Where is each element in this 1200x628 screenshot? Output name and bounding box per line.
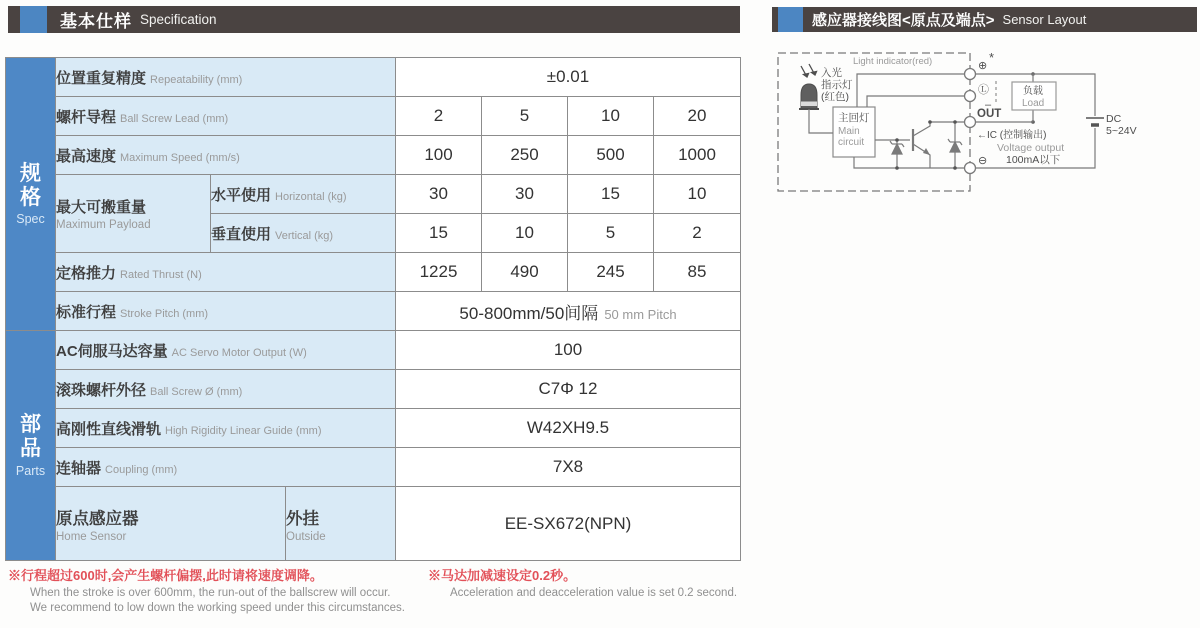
- value-thrust-3: 245: [568, 253, 654, 292]
- section-label-zh: 规格: [20, 161, 41, 209]
- value-ball-screw-dia: C7Φ 12: [396, 370, 741, 409]
- label-servo-output: AC伺服马达容量 AC Servo Motor Output (W): [56, 331, 396, 370]
- label-ball-screw-lead: 螺杆导程 Ball Screw Lead (mm): [56, 97, 396, 136]
- value-lead-3: 10: [568, 97, 654, 136]
- current-limit-label: 100mA以下: [1006, 154, 1061, 166]
- value-speed-4: 1000: [654, 136, 741, 175]
- value-speed-3: 500: [568, 136, 654, 175]
- label-horizontal: 水平使用 Horizontal (kg): [211, 175, 396, 214]
- plus-symbol: ⊕: [978, 60, 988, 72]
- section-label-zh: 部品: [20, 413, 41, 460]
- main-circuit-zh: 主回灯: [838, 112, 870, 124]
- led-label-line1: 入光: [821, 67, 842, 79]
- row-max-speed: [6, 136, 741, 175]
- led-icon: [799, 84, 819, 109]
- specification-table: [5, 57, 741, 561]
- row-ball-screw-lead: [6, 97, 741, 136]
- terminal-minus-icon: [965, 163, 976, 174]
- row-servo-output: [6, 331, 741, 370]
- row-ball-screw-dia: [6, 370, 741, 409]
- section-label-en: Spec: [16, 212, 45, 227]
- transistor-icon: [913, 129, 930, 155]
- label-ball-screw-dia: 滚珠螺杆外径 Ball Screw Ø (mm): [56, 370, 396, 409]
- label-outside: 外挂 Outside: [286, 487, 396, 561]
- light-indicator-label: Light indicator(red): [853, 56, 933, 67]
- value-speed-2: 250: [482, 136, 568, 175]
- header-specification-bar: [8, 6, 740, 33]
- label-home-sensor: 原点感应器 Home Sensor: [56, 487, 286, 561]
- footnote-stroke-warning: [8, 565, 428, 614]
- footnote-en-2: We recommend to low down the working speed under this circumstances.: [30, 602, 405, 614]
- value-home-sensor: EE-SX672(NPN): [396, 487, 741, 561]
- row-home-sensor: [6, 487, 741, 561]
- row-linear-guide: [6, 409, 741, 448]
- led-label-line2: 指示灯: [821, 79, 853, 91]
- ic-control-label: ←IC (控制输出): [977, 130, 1047, 141]
- dc-voltage-label: 5~24V: [1106, 125, 1137, 137]
- header-title-zh: 感应器接线图<原点及端点>: [812, 12, 995, 29]
- load-zh: 负载: [1023, 86, 1043, 97]
- led-label-line3: (红色): [821, 91, 849, 103]
- row-stroke-pitch: [6, 292, 741, 331]
- minus-symbol: ⊖: [978, 155, 988, 167]
- row-payload-horizontal: [6, 175, 741, 214]
- value-vertical-3: 5: [568, 214, 654, 253]
- section-parts: [6, 331, 56, 561]
- label-stroke-pitch: 标准行程 Stroke Pitch (mm): [56, 292, 396, 331]
- light-terminal-symbol: Ⓛ: [978, 84, 989, 96]
- value-lead-1: 2: [396, 97, 482, 136]
- value-stroke-pitch: 50-800mm/50间隔 50 mm Pitch: [396, 292, 741, 331]
- sensor-wiring-diagram: [772, 45, 1198, 197]
- value-thrust-2: 490: [482, 253, 568, 292]
- value-repeatability: ±0.01: [396, 58, 741, 97]
- out-label: OUT: [977, 108, 1002, 120]
- voltage-output-label: Voltage output: [997, 142, 1065, 154]
- value-vertical-4: 2: [654, 214, 741, 253]
- minus-mark: –: [985, 99, 992, 111]
- row-coupling: [6, 448, 741, 487]
- value-lead-2: 5: [482, 97, 568, 136]
- footnote-en: Acceleration and deacceleration value is set 0.2 second.: [450, 587, 738, 599]
- value-lead-4: 20: [654, 97, 741, 136]
- header-sensor-layout-bar: [772, 7, 1197, 32]
- header-title-en: Sensor Layout: [1002, 12, 1087, 27]
- row-repeatability: [6, 58, 741, 97]
- header-title-zh: 基本仕样: [60, 12, 132, 31]
- load-en: Load: [1022, 98, 1045, 109]
- value-speed-1: 100: [396, 136, 482, 175]
- value-servo-output: 100: [396, 331, 741, 370]
- value-horizontal-4: 10: [654, 175, 741, 214]
- header-title-en: Specification: [140, 12, 217, 27]
- main-circuit-en1: Main: [838, 126, 860, 137]
- asterisk-symbol: *: [989, 50, 995, 65]
- terminal-out-icon: [965, 117, 976, 128]
- battery-icon: [1086, 118, 1104, 125]
- label-coupling: 连轴器 Coupling (mm): [56, 448, 396, 487]
- label-vertical: 垂直使用 Vertical (kg): [211, 214, 396, 253]
- value-linear-guide: W42XH9.5: [396, 409, 741, 448]
- terminal-plus-icon: [965, 69, 976, 80]
- light-in-arrow-icon: [801, 64, 817, 77]
- label-max-payload: 最大可搬重量 Maximum Payload: [56, 175, 211, 253]
- label-max-speed: 最高速度 Maximum Speed (mm/s): [56, 136, 396, 175]
- terminal-light-icon: [965, 91, 976, 102]
- footnote-zh: ※马达加减速设定0.2秒。: [428, 568, 577, 583]
- value-horizontal-3: 15: [568, 175, 654, 214]
- footnote-en-1: When the stroke is over 600mm, the run-out of the ballscrew will occur.: [30, 587, 391, 599]
- value-vertical-2: 10: [482, 214, 568, 253]
- row-rated-thrust: [6, 253, 741, 292]
- header-accent-square: [20, 6, 47, 33]
- label-rated-thrust: 定格推力 Rated Thrust (N): [56, 253, 396, 292]
- value-thrust-1: 1225: [396, 253, 482, 292]
- value-horizontal-2: 30: [482, 175, 568, 214]
- label-repeatability: 位置重复精度 Repeatability (mm): [56, 58, 396, 97]
- header-accent-square: [778, 7, 803, 32]
- value-thrust-4: 85: [654, 253, 741, 292]
- main-circuit-en2: circuit: [838, 137, 865, 148]
- value-horizontal-1: 30: [396, 175, 482, 214]
- value-coupling: 7X8: [396, 448, 741, 487]
- section-label-en: Parts: [15, 463, 46, 478]
- footnote-zh: ※行程超过600时,会产生螺杆偏摆,此时请将速度调降。: [8, 568, 323, 583]
- value-vertical-1: 15: [396, 214, 482, 253]
- dc-label: DC: [1106, 113, 1122, 125]
- section-spec: [6, 58, 56, 331]
- label-linear-guide: 高刚性直线滑轨 High Rigidity Linear Guide (mm): [56, 409, 396, 448]
- footnote-acceleration: [428, 565, 808, 599]
